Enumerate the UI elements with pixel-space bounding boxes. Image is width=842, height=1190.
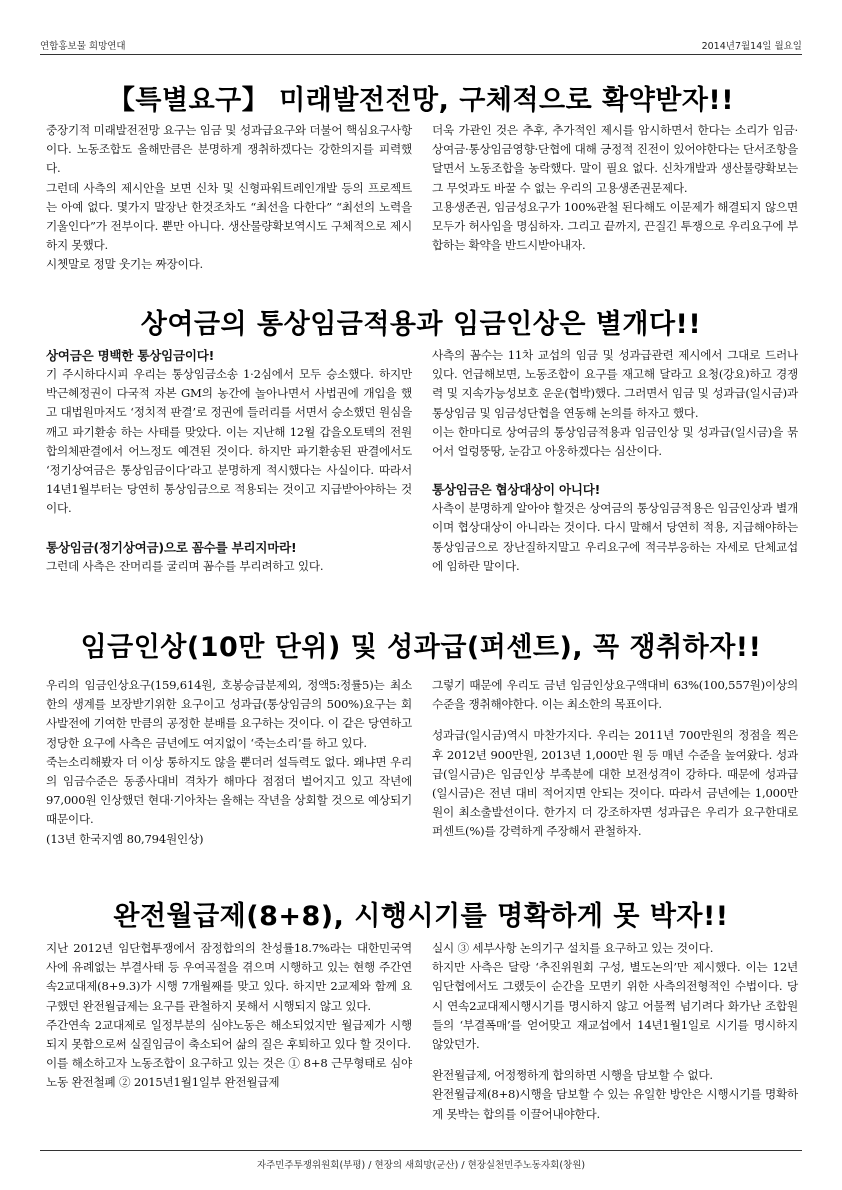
page-header (40, 34, 802, 52)
paragraph: 중장기적 미래발전전망 요구는 임금 및 성과급요구와 더불어 핵심요구사항이다. 노동조합도 올해만큼은 분명하게 쟁취하겠다는 강한의지를 피력했다. (46, 123, 412, 176)
subheading: 상여금은 명백한 통상임금이다! (46, 348, 215, 363)
section3-right-column (432, 676, 798, 842)
paragraph: 그런데 사측은 잔머리를 굴리며 꼼수를 부리려하고 있다. (46, 558, 324, 573)
paragraph: 이를 해소하고자 노동조합이 요구하고 있는 것은 ① 8+8 근무형태로 심야노동 완전철폐 ② 2015년1월1일부 완전월급제 (46, 1056, 412, 1090)
section1-left-column (46, 121, 412, 275)
paragraph: 더욱 가관인 것은 추후, 추가적인 제시를 암시하면서 한다는 소리가 임금·상여금·통상임금영향·단협에 대해 긍정적 진전이 있어야한다는 단서조항을 달면서 노동조합을 농락했다. 말이 필요 없다. 신차개발과 생산물량확보는 그 무엇과도 바꿀 수 없는 우리의 고용생존권문제다. (432, 123, 798, 195)
paragraph: 죽는소리해봤자 더 이상 통하지도 않을 뿐더러 설득력도 없다. 왜냐면 우리의 임금수준은 동종사대비 격차가 해마다 점점더 벌어지고 있고 작년에 97,000원 인상했던 현대·기아차는 올해는 작년을 상회할 것으로 예상되기 때문이다. (46, 754, 412, 827)
section-title-ordinary-wage: 상여금의 통상임금적용과 임금인상은 별개다!! (140, 309, 702, 340)
section-title-wage-increase: 임금인상(10만 단위) 및 성과급(퍼센트), 꼭 쟁취하자!! (80, 632, 762, 663)
paragraph: 실시 ③ 세부사항 논의기구 설치를 요구하고 있는 것이다. (432, 941, 714, 955)
subheading: 통상임금은 협상대상이 아니다! (432, 482, 601, 498)
paragraph: 성과급(일시금)역시 마찬가지다. 우리는 2011년 700만원의 정점을 찍은 후 2012년 900만원, 2013년 1,000만 원 등 매년 수준을 높여왔다. 성과급(일시금)은 임금인상 부족분에 대한 보전성격이 강하다. 때문에 성과급(일시금)은 전년 대비 적어지면 안되는 것이다. 따라서 금년에는 1,000만원이 최소출발선이다. 한가지 더 강조하자면 성과급은 우리가 요구한대로 퍼센트(%)를 강력하게 주장해서 관철하자. (432, 728, 798, 839)
paragraph: 시쳇말로 정말 웃기는 짜장이다. (46, 257, 203, 272)
footer-rule (40, 1150, 802, 1151)
publisher-label: 연합홍보물 희망연대 (40, 41, 126, 52)
paragraph: 사측이 분명하게 알아야 할것은 상여금의 통상임금적용은 임금인상과 별개이며 협상대상이 아니라는 것이다. 다시 말해서 당연히 적용, 지급해야하는 통상임금으로 장난질하지말고 우리요구에 적극부응하는 자세로 단체교섭에 임하란 말이다. (432, 501, 798, 573)
section2-left-column (46, 346, 412, 576)
paragraph: 이는 한마디로 상여금의 통상임금적용과 임금인상 및 성과급(일시금)을 묶어서 얼렁뚱땅, 눈감고 아웅하겠다는 심산이다. (432, 424, 798, 459)
paragraph: 완전월급제, 어정쩡하게 합의하면 시행을 담보할 수 없다. (432, 1068, 713, 1083)
section1-right-column (432, 121, 798, 255)
header-rule (40, 54, 802, 55)
paragraph: 하지만 사측은 달랑 ‘추진위원회 구성, 별도논의’만 제시했다. 이는 12년 임단협에서도 그랬듯이 순간을 모면키 위한 사측의전형적인 수법이다. 당시 연속2교대제시행시기를 명시하지 않고 어물쩍 넘기려다 화가난 조합원들의 ‘부결폭매’를 얻어맞고 재교섭에서 14년1월1일로 시기를 명시하지 않았던가. (432, 960, 798, 1052)
paragraph: (13년 한국지엠 80,794원인상) (46, 831, 204, 846)
section-title-future-vision: 【특별요구】 미래발전전망, 구체적으로 확약받자!! (107, 85, 735, 116)
section2-right-column (432, 346, 798, 576)
paragraph: 완전월급제(8+8)시행을 담보할 수 있는 유일한 방안은 시행시기를 명확하게 못박는 합의를 이끌어내야한다. (432, 1087, 798, 1121)
footer-organizations: 자주민주투쟁위원회(부평) / 현장의 새희망(군산) / 현장실천민주노동자회(창원) (256, 1160, 586, 1171)
paragraph: 그런데 사측의 제시안을 보면 신차 및 신형파워트레인개발 등의 프로젝트는 아예 없다. 몇가지 말장난 한것조차도 “최선을 다한다” “최선의 노력을 기울인다”가 전부이다. 뿐만 아니다. 생산물량확보역시도 구체적으로 제시하지 못했다. (46, 180, 412, 253)
issue-date: 2014년7월14일 월요일 (701, 41, 802, 52)
section4-left-column (46, 939, 412, 1093)
paragraph: 사측의 꼼수는 11차 교섭의 임금 및 성과급관련 제시에서 그대로 드러나 있다. 언급해보면, 노동조합이 요구를 재고해 달라고 요청(강요)하고 경쟁력 및 지속가능성보호 운운(협박)했다. 그러면서 임금 및 성과급(일시금)과 통상임금 및 임금성단협을 연동해 논의를 하자고 했다. (432, 348, 798, 420)
paragraph: 고용생존권, 임금성요구가 100%관철 된다해도 이문제가 해결되지 않으면 모두가 허사임을 명심하자. 그리고 끝까지, 끈질긴 투쟁으로 우리요구에 부합하는 확약을 반드시받아내자. (432, 199, 798, 253)
paragraph: 주간연속 2교대제로 일정부분의 심야노동은 해소되었지만 월급제가 시행되지 못함으로써 실질임금이 축소되어 삶의 질은 후퇴하고 있다 할 것이다. (46, 1017, 412, 1052)
paragraph: 그렇기 때문에 우리도 금년 임금인상요구액대비 63%(100,557원)이상의 수준을 쟁취해야한다. 이는 최소한의 목표이다. (432, 678, 798, 712)
paragraph: 지난 2012년 임단협투쟁에서 잠정합의의 찬성률18.7%라는 대한민국역사에 유례없는 부결사태 등 우여곡절을 겪으며 시행하고 있는 현행 주간연속2교대제(8+9.3)가 시행 7개월째를 맞고 있다. 하지만 2교제와 함께 요구했던 완전월급제는 요구를 관철하지 못해서 시행되지 않고 있다. (46, 941, 412, 1013)
section3-left-column (46, 676, 412, 849)
section-title-monthly-salary: 완전월급제(8+8), 시행시기를 명확하게 못 박자!! (113, 901, 729, 932)
section4-right-column (432, 939, 798, 1124)
paragraph: 우리의 임금인상요구(159,614원, 호봉승급분제외, 정액5:정률5)는 최소한의 생계를 보장받기위한 요구이고 성과급(통상임금의 500%)요구는 회사발전에 기여한 만큼의 공정한 분배를 요구하는 것이다. 이 같은 당연하고 정당한 요구에 사측은 금년에도 여지없이 ‘죽는소리’를 하고 있다. (46, 678, 412, 750)
paragraph: 기 주시하다시피 우리는 통상임금소송 1·2심에서 모두 승소했다. 하지만 박근혜정권이 다국적 자본 GM의 농간에 놀아나면서 사법권에 개입을 했고 대법원마저도 ‘정치적 판결’로 정권에 들러리를 서면서 승소했던 원심을 깨고 파기환송 하는 사태를 맞았다. 이는 지난해 12월 갑을오토텍의 전원합의체판결에서 어느정도 예견된 것이다. 하지만 파기환송된 판결에서도 ‘정기상여금은 통상임금이다’라고 분명하게 적시했다는 사실이다. 따라서 14년1월부터는 당연히 통상임금으로 적용되는 것이고 지급받아야하는 것이다. (46, 367, 412, 516)
subheading: 통상임금(정기상여금)으로 꼼수를 부리지마라! (46, 539, 297, 555)
